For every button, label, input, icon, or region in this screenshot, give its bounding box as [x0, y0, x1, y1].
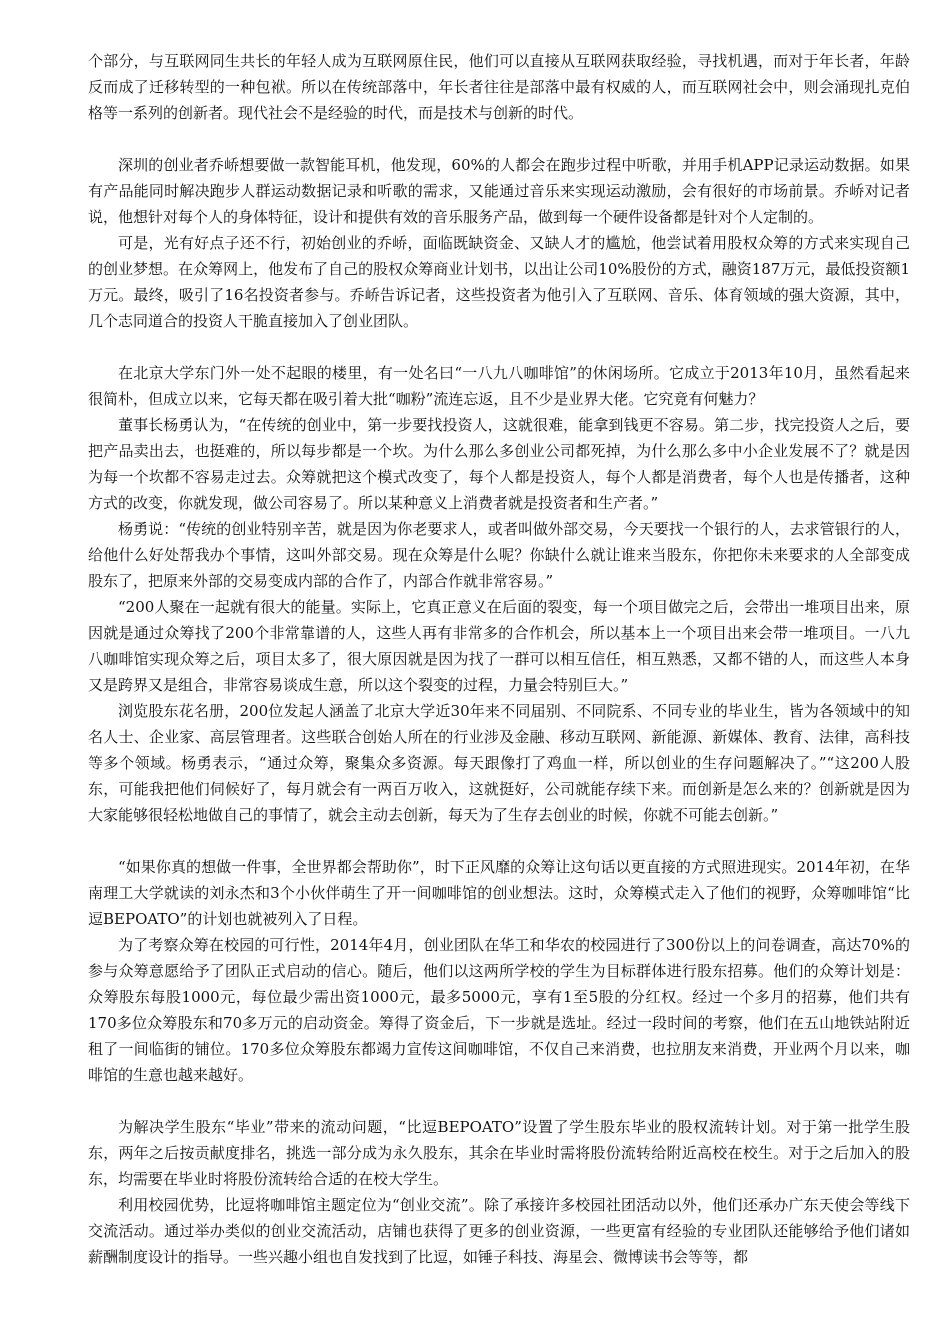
paragraph: 为了考察众筹在校园的可行性，2014年4月，创业团队在华工和华农的校园进行了300份以上的问卷调查，高达70%的参与众筹意愿给予了团队正式启动的信心。随后，他们以这两所学校的学生为目标群体进行股东招募。他们的众筹计划是：众筹股东每股1000元，每位最少需出资1000元，最多5000元，享有1至5股的分红权。经过一个多月的招募，他们共有170多位众筹股东和70多万元的启动资金。筹得了资金后，下一步就是选址。经过一段时间的考察，他们在五山地铁站附近租了一间临街的铺位。170多位众筹股东都竭力宣传这间咖啡馆，不仅自己来消费，也拉朋友来消费，开业两个月以来，咖啡馆的生意也越来越好。	[88, 936, 910, 1084]
paragraph: 在北京大学东门外一处不起眼的楼里，有一处名曰“一八九八咖啡馆”的休闲场所。它成立于2013年10月，虽然看起来很简朴，但成立以来，它每天都在吸引着大批“咖粉”流连忘返，且不少是业界大佬。它究竟有何魅力？	[88, 364, 910, 408]
paragraph: 可是，光有好点子还不行，初始创业的乔峤，面临既缺资金、又缺人才的尴尬，他尝试着用股权众筹的方式来实现自己的创业梦想。在众筹网上，他发布了自己的股权众筹商业计划书，以出让公司10%股份的方式，融资187万元，最低投资额1万元。最终，吸引了16名投资者参与。乔峤告诉记者，这些投资者为他引入了互联网、音乐、体育领域的强大资源，其中，几个志同道合的投资人干脆直接加入了创业团队。	[88, 234, 910, 330]
paragraph: “200人聚在一起就有很大的能量。实际上，它真正意义在后面的裂变，每一个项目做完之后，会带出一堆项目出来，原因就是通过众筹找了200个非常靠谱的人，这些人再有非常多的合作机会，所以基本上一个项目出来会带一堆项目。一八九八咖啡馆实现众筹之后，项目太多了，很大原因就是因为找了一群可以相互信任，相互熟悉，又都不错的人，而这些人本身又是跨界又是组合，非常容易谈成生意，所以这个裂变的过程，力量会特别巨大。”	[88, 598, 910, 694]
document-page	[88, 48, 910, 1270]
paragraph: “如果你真的想做一件事，全世界都会帮助你”，时下正风靡的众筹让这句话以更直接的方式照进现实。2014年初，在华南理工大学就读的刘永杰和3个小伙伴萌生了开一间咖啡馆的创业想法。这时，众筹模式走入了他们的视野，众筹咖啡馆“比逗BEPOATO”的计划也就被列入了日程。	[88, 858, 910, 928]
paragraph: 为解决学生股东“毕业”带来的流动问题，“比逗BEPOATO”设置了学生股东毕业的股权流转计划。对于第一批学生股东，两年之后按贡献度排名，挑选一部分成为永久股东，其余在毕业时需将股份流转给附近高校在校生。对于之后加入的股东，均需要在毕业时将股份流转给合适的在校大学生。	[88, 1118, 910, 1188]
paragraph: 深圳的创业者乔峤想要做一款智能耳机，他发现，60%的人都会在跑步过程中听歌，并用手机APP记录运动数据。如果有产品能同时解决跑步人群运动数据记录和听歌的需求，又能通过音乐来实现运动激励，会有很好的市场前景。乔峤对记者说，他想针对每个人的身体特征，设计和提供有效的音乐服务产品，做到每一个硬件设备都是针对个人定制的。	[88, 156, 910, 226]
paragraph: 浏览股东花名册，200位发起人涵盖了北京大学近30年来不同届别、不同院系、不同专业的毕业生，皆为各领域中的知名人士、企业家、高层管理者。这些联合创始人所在的行业涉及金融、移动互联网、新能源、新媒体、教育、法律，高科技等多个领域。杨勇表示，“通过众筹，聚集众多资源。每天跟像打了鸡血一样，所以创业的生存问题解决了。”“这200人股东，可能我把他们伺候好了，每月就会有一两百万收入，这就挺好，公司就能存续下来。而创新是怎么来的？创新就是因为大家能够很轻松地做自己的事情了，就会主动去创新，每天为了生存去创业的时候，你就不可能去创新。”	[88, 702, 910, 824]
paragraph: 杨勇说：“传统的创业特别辛苦，就是因为你老要求人，或者叫做外部交易，今天要找一个银行的人，去求管银行的人，给他什么好处帮我办个事情，这叫外部交易。现在众筹是什么呢？你缺什么就让谁来当股东，你把你未来要求的人全部变成股东了，把原来外部的交易变成内部的合作了，内部合作就非常容易。”	[88, 520, 910, 590]
paragraph: 利用校园优势，比逗将咖啡馆主题定位为“创业交流”。除了承接许多校园社团活动以外，他们还承办广东天使会等线下交流活动。通过举办类似的创业交流活动，店铺也获得了更多的创业资源，一些更富有经验的专业团队还能够给予他们诸如薪酬制度设计的指导。一些兴趣小组也自发找到了比逗，如锤子科技、海星会、微博读书会等等，都	[88, 1196, 910, 1266]
paragraph-continuation: 个部分，与互联网同生共长的年轻人成为互联网原住民，他们可以直接从互联网获取经验，寻找机遇，而对于年长者，年龄反而成了迁移转型的一种包袱。所以在传统部落中，年长者往往是部落中最有权威的人，而互联网社会中，则会涌现扎克伯格等一系列的创新者。现代社会不是经验的时代，而是技术与创新的时代。	[88, 52, 910, 122]
paragraph: 董事长杨勇认为，“在传统的创业中，第一步要找投资人，这就很难，能拿到钱更不容易。第二步，找完投资人之后，要把产品卖出去，也挺难的，所以每步都是一个坎。为什么那么多创业公司都死掉，为什么那么多中小企业发展不了？就是因为每一个坎都不容易走过去。众筹就把这个模式改变了，每个人都是投资人，每个人都是消费者，每个人也是传播者，这种方式的改变，你就发现，做公司容易了。所以某种意义上消费者就是投资者和生产者。”	[88, 416, 910, 512]
